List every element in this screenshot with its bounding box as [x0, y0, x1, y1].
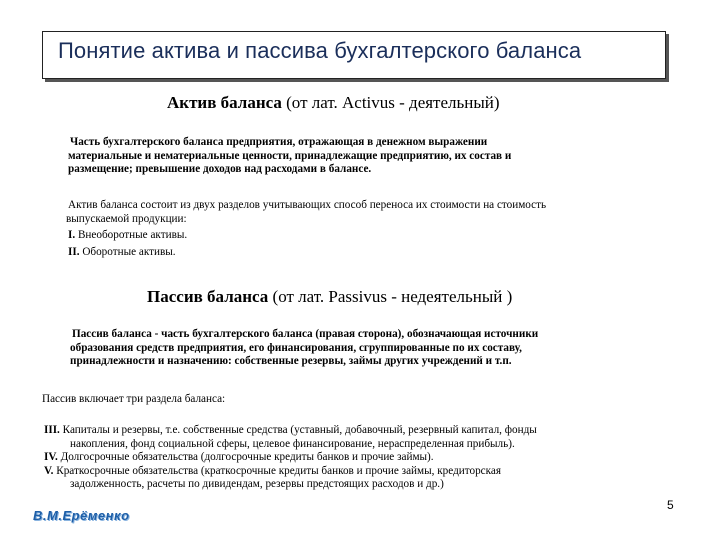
page-number: 5 [667, 498, 674, 512]
author-logo: В.М.Ерёменко [33, 508, 130, 523]
asset-definition-line: материальные и нематериальные ценности, принадлежащие предприятию, их состав и [68, 149, 512, 162]
asset-section-item [68, 246, 468, 260]
asset-definition-line: Часть бухгалтерского баланса предприятия, отражающая в денежном выражении [70, 136, 488, 148]
liability-definition-line: принадлежности и назначению: собственные резервы, займы других учреждений и т.п. [70, 355, 512, 367]
asset-intro-line: выпускаемой продукции: [66, 212, 187, 225]
asset-heading [167, 93, 500, 113]
asset-sections-intro [66, 199, 686, 226]
section-text: Капиталы и резервы, т.е. собственные средства (уставный, добавочный, резервный капитал, фонды [59, 424, 537, 436]
section-text: Оборотные активы. [79, 245, 176, 258]
liability-sections-list [44, 424, 684, 492]
section-continuation: накопления, фонд социальной сферы, целевое финансирование, нераспределенная прибыль). [70, 437, 515, 450]
section-numeral: I. [68, 229, 76, 241]
liability-section-item [44, 465, 684, 479]
asset-section-item [68, 229, 468, 243]
section-text: Долгосрочные обязательства (долгосрочные кредиты банков и прочие займы). [57, 451, 434, 463]
asset-sections-list [68, 229, 468, 259]
liability-intro: Пассив включает три раздела баланса: [42, 393, 226, 405]
asset-intro-line: Актив баланса состоит из двух разделов учитывающих способ переноса их стоимости на стоимость [68, 199, 547, 211]
section-text: Внеоборотные активы. [75, 229, 188, 241]
section-numeral: III. [44, 424, 60, 436]
section-numeral: V. [44, 464, 54, 477]
liability-definition-line: Пассив баланса - часть бухгалтерского баланса (правая сторона), обозначающая источники [72, 328, 539, 340]
asset-heading-origin: (от лат. Activus - деятельный) [281, 93, 500, 112]
section-text: Краткосрочные обязательства (краткосрочные кредиты банков и прочие займы, кредиторская [53, 464, 502, 477]
section-numeral: IV. [44, 451, 58, 463]
liability-heading-term: Пассив баланса [147, 287, 269, 306]
asset-heading-term: Актив баланса [167, 93, 282, 112]
liability-section-item [44, 451, 684, 465]
liability-definition [68, 328, 688, 369]
asset-definition [68, 136, 668, 177]
liability-heading [147, 287, 512, 307]
liability-heading-origin: (от лат. Passivus - недеятельный ) [268, 287, 513, 306]
liability-section-item [44, 424, 684, 438]
page-title: Понятие актива и пассива бухгалтерского баланса [58, 38, 582, 63]
asset-definition-line: размещение; превышение доходов над расходами в балансе. [68, 163, 372, 175]
liability-definition-line: образования средств предприятия, его финансирования, сгруппированные по их составу, [70, 341, 522, 354]
section-numeral: II. [68, 245, 80, 258]
section-continuation: задолженность, расчеты по дивидендам, резервы предстоящих расходов и др.) [70, 478, 444, 490]
